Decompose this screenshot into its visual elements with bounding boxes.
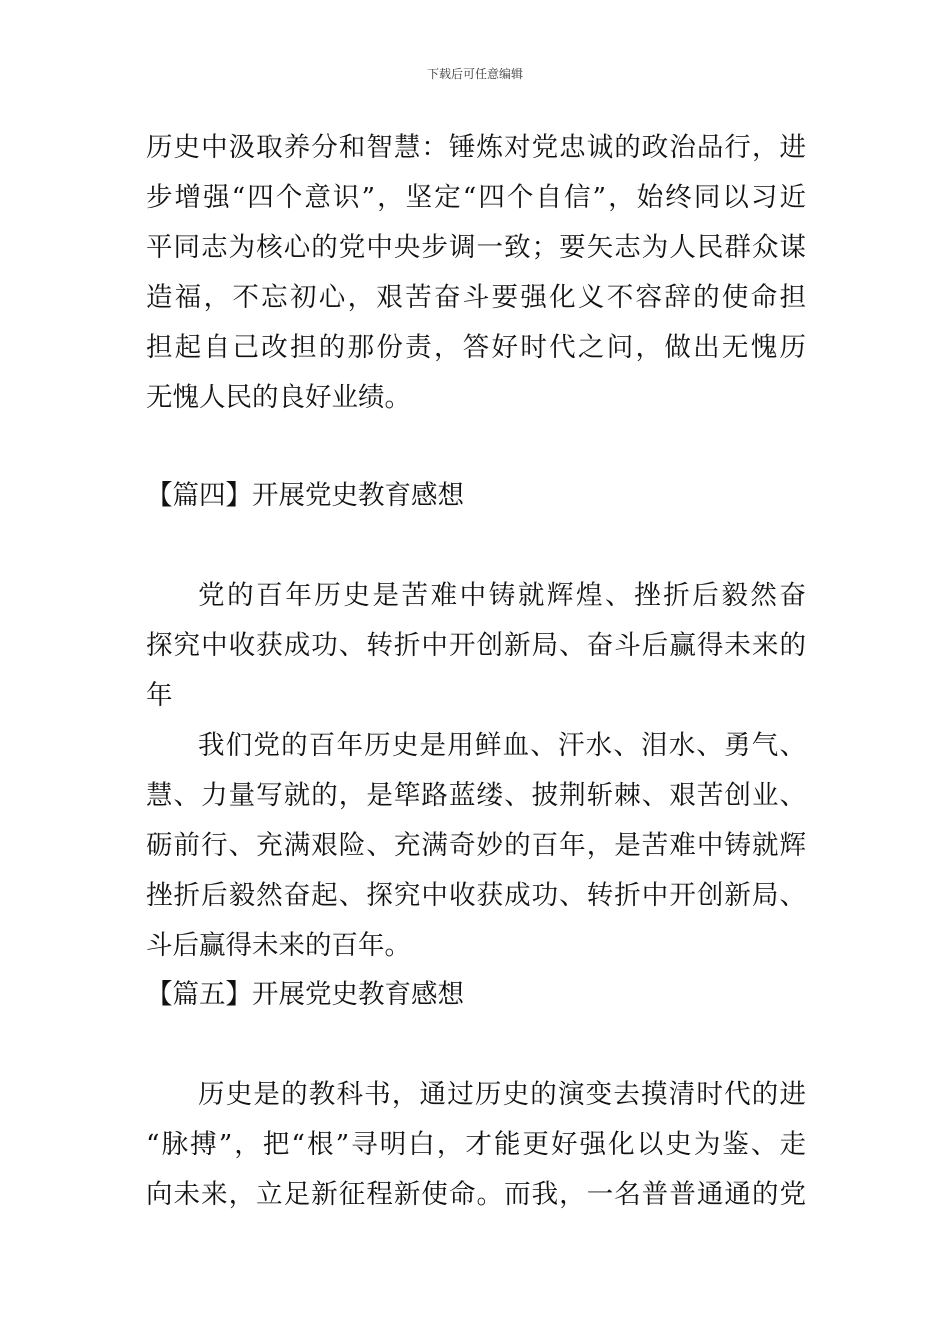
paragraph-line: 我们党的百年历史是用鲜血、汗水、泪水、勇气、 [198, 730, 806, 761]
paragraph-line: 探究中收获成功、转折中开创新局、奋斗后赢得未来的 [146, 630, 806, 661]
paragraph-line: 砺前行、充满艰险、充满奇妙的百年，是苦难中铸就辉 [146, 830, 806, 861]
paragraph-line: 历史是的教科书，通过历史的演变去摸清时代的进 [198, 1079, 806, 1110]
paragraph-line: 年 [146, 680, 173, 711]
paragraph-line: 担起自己改担的那份责，答好时代之问，做出无愧历 [146, 332, 806, 363]
section-heading-4: 【篇四】开展党史教育感想 [146, 480, 464, 511]
paragraph-line: 造福，不忘初心，艰苦奋斗要强化义不容辞的使命担 [146, 282, 806, 313]
paragraph-line: 慧、力量写就的，是筚路蓝缕、披荆斩棘、艰苦创业、 [146, 780, 806, 811]
paragraph-line: 步增强“四个意识”，坚定“四个自信”，始终同以习近 [146, 182, 806, 213]
paragraph-line: 平同志为核心的党中央步调一致；要矢志为人民群众谋 [146, 232, 806, 263]
paragraph-line: “脉搏”，把“根”寻明白，才能更好强化以史为鉴、走 [146, 1129, 806, 1160]
paragraph-line: 向未来，立足新征程新使命。而我，一名普普通通的党 [146, 1179, 806, 1210]
section-heading-5: 【篇五】开展党史教育感想 [146, 979, 464, 1010]
paragraph-line: 挫折后毅然奋起、探究中收获成功、转折中开创新局、 [146, 880, 806, 911]
paragraph-line: 斗后赢得未来的百年。 [146, 930, 411, 961]
paragraph-line: 无愧人民的良好业绩。 [146, 382, 411, 413]
page-header-note: 下载后可任意编辑 [426, 67, 523, 81]
paragraph-line: 党的百年历史是苦难中铸就辉煌、挫折后毅然奋 [198, 580, 806, 611]
paragraph-line: 历史中汲取养分和智慧：锤炼对党忠诚的政治品行，进 [146, 132, 806, 163]
